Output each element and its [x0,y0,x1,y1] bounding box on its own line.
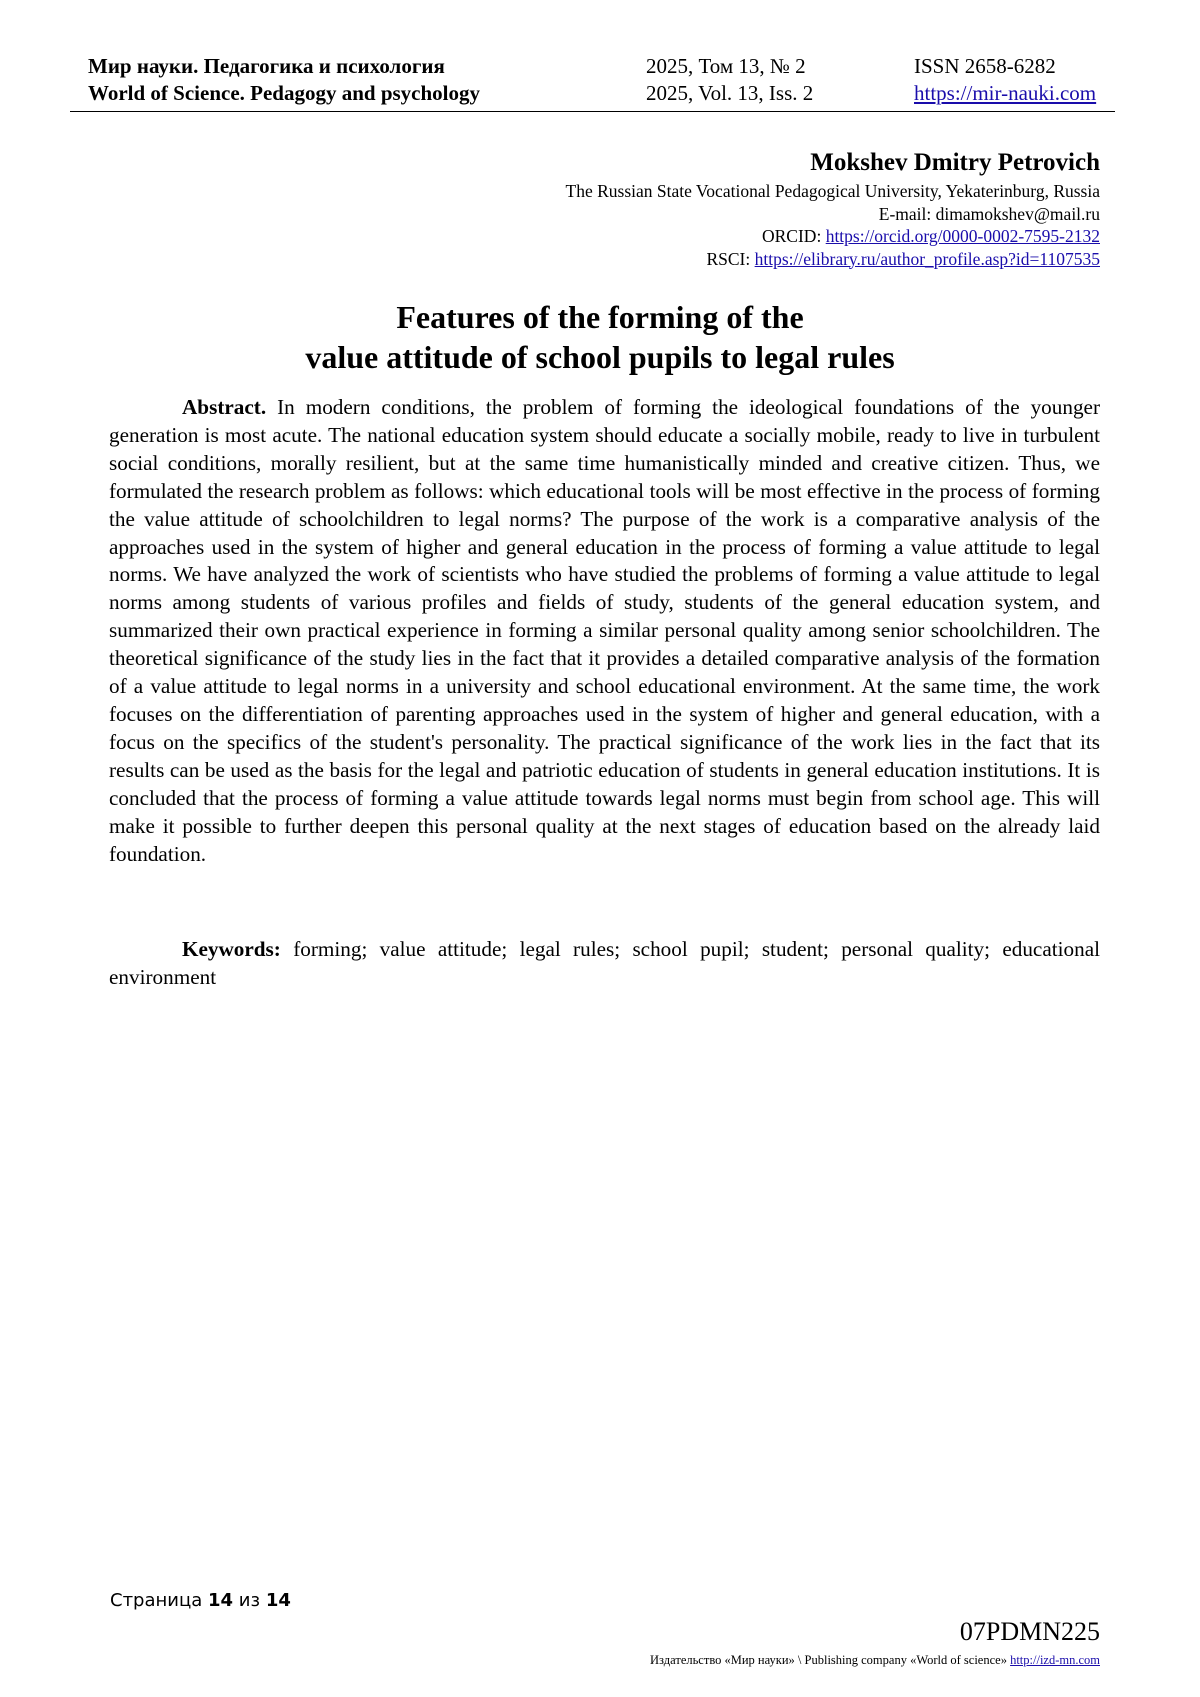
rsci-label: RSCI: [706,248,751,269]
article-code: 07PDMN225 [959,1617,1100,1646]
issue-info-en: 2025, Vol. 13, Iss. 2 [646,81,814,105]
abstract [109,394,1100,868]
author-block [566,148,1101,270]
keywords-label: Keywords: [182,937,281,961]
abstract-text: In modern conditions, the problem of forming the ideological foundations of the younger generation is most acute. The national education system should educate a socially mobile, ready to live in turbulent social conditions, morally resilient, but at the same time humanistically minded and creative citizen. Thus, we formulated the research problem as follows: which educational tools will be most effective in the process of forming the value attitude of schoolchildren to legal norms? The purpose of the work is a comparative analysis of the approaches used in the system of higher and general education in the process of forming a value attitude to legal norms. We have analyzed the work of scientists who have studied the problems of forming a value attitude to legal norms among students of various profiles and fields of study, students of the general education system, and summarized their own practical experience in forming a similar personal quality among senior schoolchildren. The theoretical significance of the study lies in the fact that it provides a detailed comparative analysis of the formation of a value attitude to legal norms in a university and school educational environment. At the same time, the work focuses on the differentiation of parenting approaches used in the system of higher and general education, with a focus on the specifics of the student's personality. The practical significance of the work lies in the fact that its results can be used as the basis for the legal and patriotic education of students in general education institutions. It is concluded that the process of forming a value attitude towards legal norms must begin from school age. This will make it possible to further deepen this personal quality at the next stages of education based on the already laid foundation. [109,395,1100,866]
author-affiliation: The Russian State Vocational Pedagogical University, Yekaterinburg, Russia [565,181,1100,201]
issue-info-ru: 2025, Том 13, № 2 [646,54,806,78]
publisher-text: Издательство «Мир науки» \ Publishing company «World of science» [650,1653,1007,1667]
keywords [109,936,1100,992]
issn: ISSN 2658-6282 [914,54,1056,78]
orcid-link[interactable]: https://orcid.org/0000-0002-7595-2132 [825,226,1100,246]
article-title-line-1: Features of the forming of the [396,299,804,335]
author-rsci [566,248,1101,271]
publisher-link[interactable]: http://izd-mn.com [1010,1653,1100,1667]
author-orcid [566,225,1101,248]
article-title-line-2: value attitude of school pupils to legal rules [305,339,895,375]
header-divider [70,111,1115,112]
page-prefix: Страница [110,1590,203,1611]
journal-website-link[interactable]: https://mir-nauki.com [914,81,1097,105]
keywords-text: forming; value attitude; legal rules; school pupil; student; personal quality; educational environment [109,937,1100,989]
page-separator: из [238,1590,261,1611]
article-title [100,297,1100,377]
abstract-label: Abstract. [182,395,267,419]
journal-title-ru: Мир науки. Педагогика и психология [88,54,445,78]
author-email: E-mail: dimamokshev@mail.ru [878,203,1100,224]
page-counter [110,1590,291,1612]
author-name: Mokshev Dmitry Petrovich [810,149,1100,176]
page-total: 14 [265,1590,291,1611]
rsci-link[interactable]: https://elibrary.ru/author_profile.asp?id=1107535 [754,248,1100,269]
publisher-line [650,1652,1100,1668]
page-current: 14 [208,1590,234,1611]
journal-title-en: World of Science. Pedagogy and psychology [88,81,481,105]
orcid-label: ORCID: [762,226,822,246]
